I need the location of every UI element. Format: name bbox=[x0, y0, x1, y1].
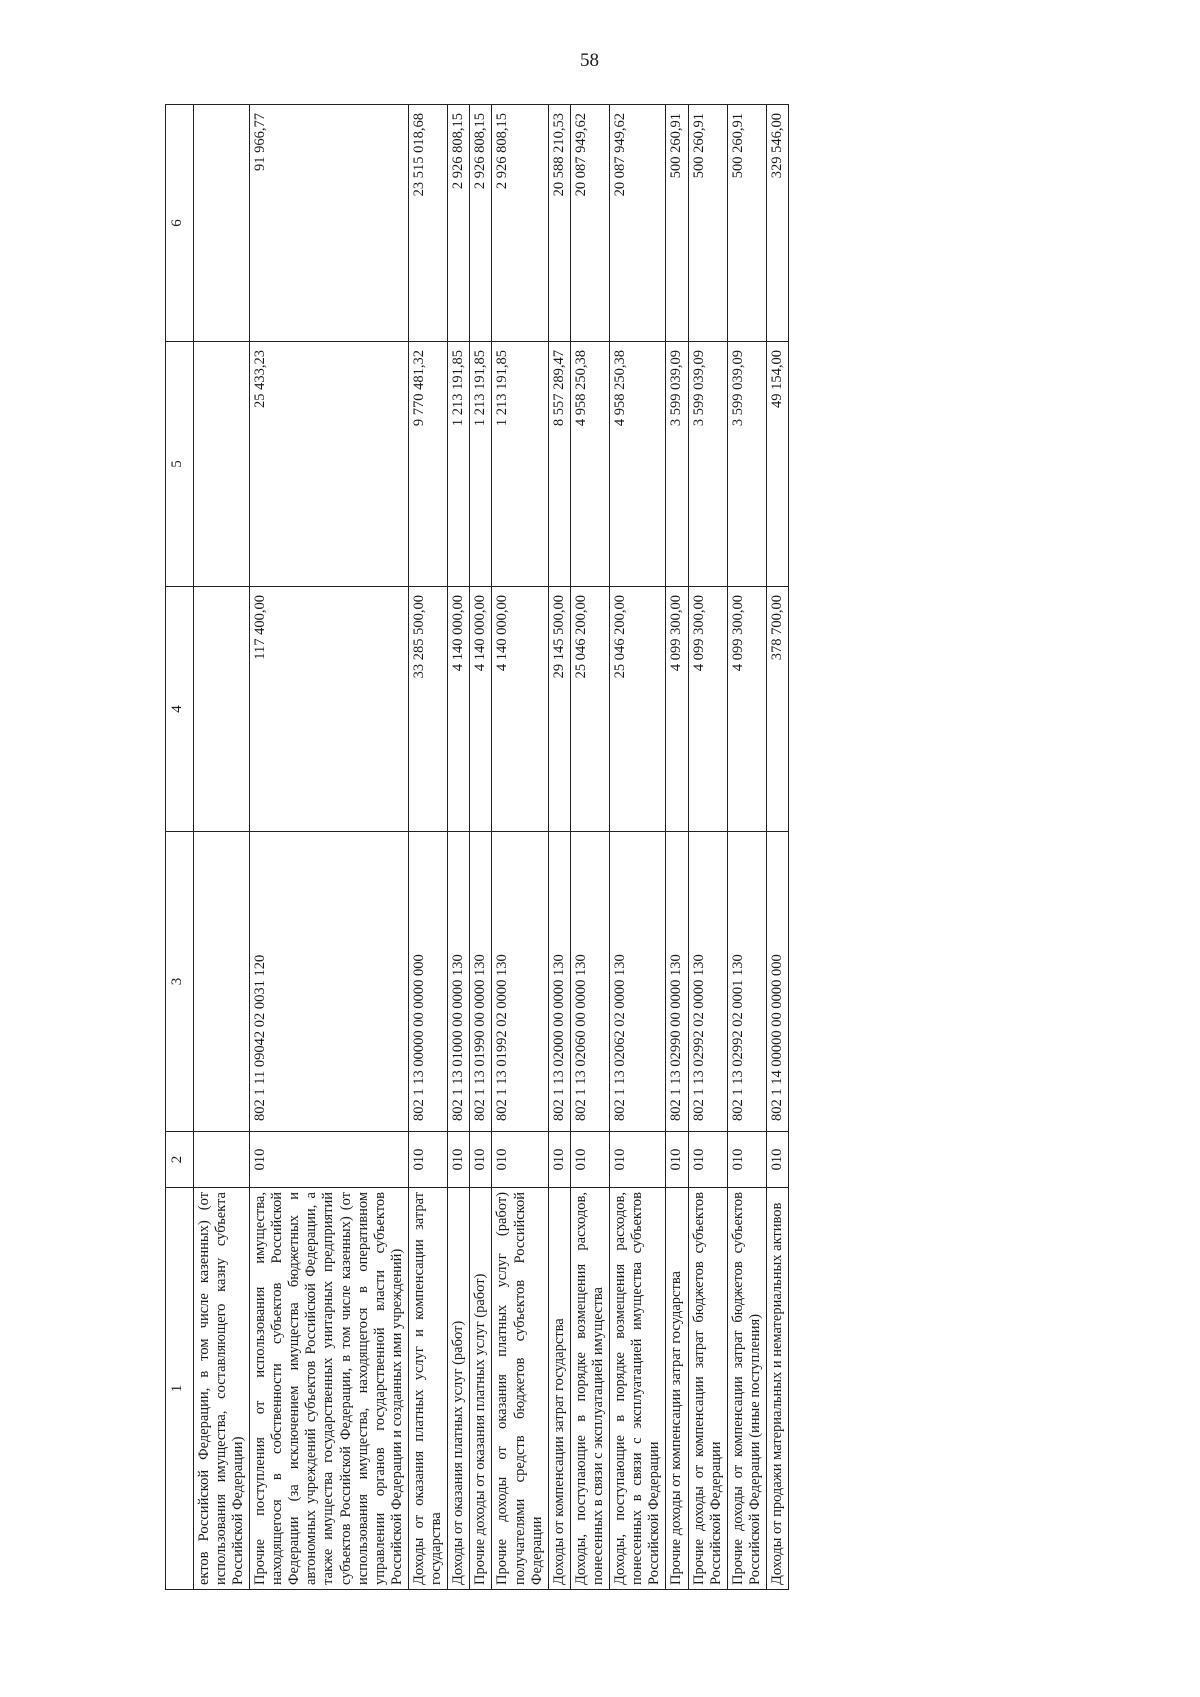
row-col6-value: 2 926 808,15 bbox=[492, 105, 548, 342]
row-budget-code: 802 1 13 02060 00 0000 130 bbox=[570, 832, 609, 1132]
row-line-code: 010 bbox=[448, 1132, 470, 1188]
row-col6-value: 500 260,91 bbox=[688, 105, 727, 342]
table-row bbox=[409, 105, 448, 1590]
row-col6-value: 20 087 949,62 bbox=[570, 105, 609, 342]
income-table bbox=[165, 104, 789, 1590]
table-row bbox=[688, 105, 727, 1590]
row-col5-value: 1 213 191,85 bbox=[492, 342, 548, 587]
row-col5-value: 9 770 481,32 bbox=[409, 342, 448, 587]
row-name: Прочие доходы от оказания платных услуг (работ) bbox=[470, 1188, 492, 1590]
table-header-row bbox=[166, 105, 194, 1590]
table-row bbox=[470, 105, 492, 1590]
row-col4-value: 4 140 000,00 bbox=[492, 587, 548, 832]
row-budget-code: 802 1 13 01992 02 0000 130 bbox=[492, 832, 548, 1132]
row-budget-code: 802 1 13 02992 02 0000 130 bbox=[688, 832, 727, 1132]
row-name: Доходы от оказания платных услуг (работ) bbox=[448, 1188, 470, 1590]
row-col4-value: 378 700,00 bbox=[766, 587, 788, 832]
row-col4-value: 4 140 000,00 bbox=[470, 587, 492, 832]
row-col5-value: 1 213 191,85 bbox=[470, 342, 492, 587]
table-row bbox=[492, 105, 548, 1590]
table-row bbox=[727, 105, 766, 1590]
row-col4-value: 117 400,00 bbox=[250, 587, 409, 832]
page-number: 58 bbox=[580, 50, 599, 71]
column-header-3: 3 bbox=[166, 832, 194, 1132]
row-col5-value: 49 154,00 bbox=[766, 342, 788, 587]
row-col5-value: 4 958 250,38 bbox=[570, 342, 609, 587]
row-col4-value bbox=[193, 587, 249, 832]
table-row bbox=[666, 105, 688, 1590]
row-budget-code: 802 1 14 00000 00 0000 000 bbox=[766, 832, 788, 1132]
row-col6-value: 329 546,00 bbox=[766, 105, 788, 342]
row-col6-value: 2 926 808,15 bbox=[470, 105, 492, 342]
row-col6-value: 23 515 018,68 bbox=[409, 105, 448, 342]
table-row bbox=[766, 105, 788, 1590]
row-name: Доходы от оказания платных услуг и компенсации затрат государства bbox=[409, 1188, 448, 1590]
row-budget-code: 802 1 11 09042 02 0031 120 bbox=[250, 832, 409, 1132]
row-col5-value: 4 958 250,38 bbox=[610, 342, 666, 587]
row-budget-code bbox=[193, 832, 249, 1132]
row-budget-code: 802 1 13 02000 00 0000 130 bbox=[548, 832, 570, 1132]
row-name: ектов Российской Федерации, в том числе казенных) (от использования имущества, составляющего казну субъекта Российской Федерации) bbox=[193, 1188, 249, 1590]
row-col4-value: 33 285 500,00 bbox=[409, 587, 448, 832]
row-budget-code: 802 1 13 02992 02 0001 130 bbox=[727, 832, 766, 1132]
row-col5-value bbox=[193, 342, 249, 587]
row-col5-value: 25 433,23 bbox=[250, 342, 409, 587]
table-row bbox=[193, 105, 249, 1590]
row-line-code: 010 bbox=[548, 1132, 570, 1188]
row-line-code: 010 bbox=[470, 1132, 492, 1188]
row-budget-code: 802 1 13 01000 00 0000 130 bbox=[448, 832, 470, 1132]
row-col4-value: 4 099 300,00 bbox=[688, 587, 727, 832]
table-row bbox=[610, 105, 666, 1590]
column-header-1: 1 bbox=[166, 1188, 194, 1590]
row-col4-value: 4 099 300,00 bbox=[727, 587, 766, 832]
row-col5-value: 3 599 039,09 bbox=[727, 342, 766, 587]
row-line-code: 010 bbox=[570, 1132, 609, 1188]
row-col5-value: 1 213 191,85 bbox=[448, 342, 470, 587]
row-col6-value: 500 260,91 bbox=[727, 105, 766, 342]
row-col5-value: 8 557 289,47 bbox=[548, 342, 570, 587]
row-line-code: 010 bbox=[666, 1132, 688, 1188]
row-line-code bbox=[193, 1132, 249, 1188]
row-col5-value: 3 599 039,09 bbox=[688, 342, 727, 587]
row-col4-value: 4 099 300,00 bbox=[666, 587, 688, 832]
row-name: Доходы, поступающие в порядке возмещения расходов, понесенных в связи с эксплуатацией имущества bbox=[570, 1188, 609, 1590]
table-row bbox=[570, 105, 609, 1590]
column-header-5: 5 bbox=[166, 342, 194, 587]
row-col4-value: 29 145 500,00 bbox=[548, 587, 570, 832]
row-budget-code: 802 1 13 00000 00 0000 000 bbox=[409, 832, 448, 1132]
row-col6-value: 20 588 210,53 bbox=[548, 105, 570, 342]
column-header-4: 4 bbox=[166, 587, 194, 832]
column-header-2: 2 bbox=[166, 1132, 194, 1188]
row-budget-code: 802 1 13 01990 00 0000 130 bbox=[470, 832, 492, 1132]
row-col4-value: 4 140 000,00 bbox=[448, 587, 470, 832]
row-col6-value bbox=[193, 105, 249, 342]
row-line-code: 010 bbox=[250, 1132, 409, 1188]
row-line-code: 010 bbox=[492, 1132, 548, 1188]
column-header-6: 6 bbox=[166, 105, 194, 342]
row-name: Прочие доходы от компенсации затрат бюджетов субъектов Российской Федерации bbox=[688, 1188, 727, 1590]
row-col6-value: 20 087 949,62 bbox=[610, 105, 666, 342]
row-name: Доходы от продажи материальных и нематериальных активов bbox=[766, 1188, 788, 1590]
row-name: Прочие доходы от компенсации затрат бюджетов субъектов Российской Федерации (иные поступления) bbox=[727, 1188, 766, 1590]
row-name: Доходы, поступающие в порядке возмещения расходов, понесенных в связи с эксплуатацией имущества субъектов Российской Федерации bbox=[610, 1188, 666, 1590]
row-col6-value: 91 966,77 bbox=[250, 105, 409, 342]
row-col4-value: 25 046 200,00 bbox=[610, 587, 666, 832]
table-row bbox=[448, 105, 470, 1590]
row-col6-value: 500 260,91 bbox=[666, 105, 688, 342]
row-line-code: 010 bbox=[688, 1132, 727, 1188]
row-line-code: 010 bbox=[610, 1132, 666, 1188]
row-col6-value: 2 926 808,15 bbox=[448, 105, 470, 342]
table-row bbox=[548, 105, 570, 1590]
rotated-table-container bbox=[165, 105, 1065, 1590]
row-line-code: 010 bbox=[727, 1132, 766, 1188]
row-name: Прочие доходы от компенсации затрат государства bbox=[666, 1188, 688, 1590]
row-name: Доходы от компенсации затрат государства bbox=[548, 1188, 570, 1590]
row-budget-code: 802 1 13 02062 02 0000 130 bbox=[610, 832, 666, 1132]
row-line-code: 010 bbox=[766, 1132, 788, 1188]
row-budget-code: 802 1 13 02990 00 0000 130 bbox=[666, 832, 688, 1132]
row-line-code: 010 bbox=[409, 1132, 448, 1188]
table-row bbox=[250, 105, 409, 1590]
row-col4-value: 25 046 200,00 bbox=[570, 587, 609, 832]
row-name: Прочие доходы от оказания платных услуг (работ) получателями средств бюджетов субъектов Российской Федерации bbox=[492, 1188, 548, 1590]
row-col5-value: 3 599 039,09 bbox=[666, 342, 688, 587]
row-name: Прочие поступления от использования имущества, находящегося в собственности субъектов Российской Федерации (за исключением имущества бюджетных и автономных учреждений субъектов Российской Федерации, а также имущества государственных унитарных предприятий субъектов Российской Федерации, в том числе казенных) (от использования имущества, находящегося в оперативном управлении органов государственной власти субъектов Российской Федерации и созданных ими учреждений) bbox=[250, 1188, 409, 1590]
